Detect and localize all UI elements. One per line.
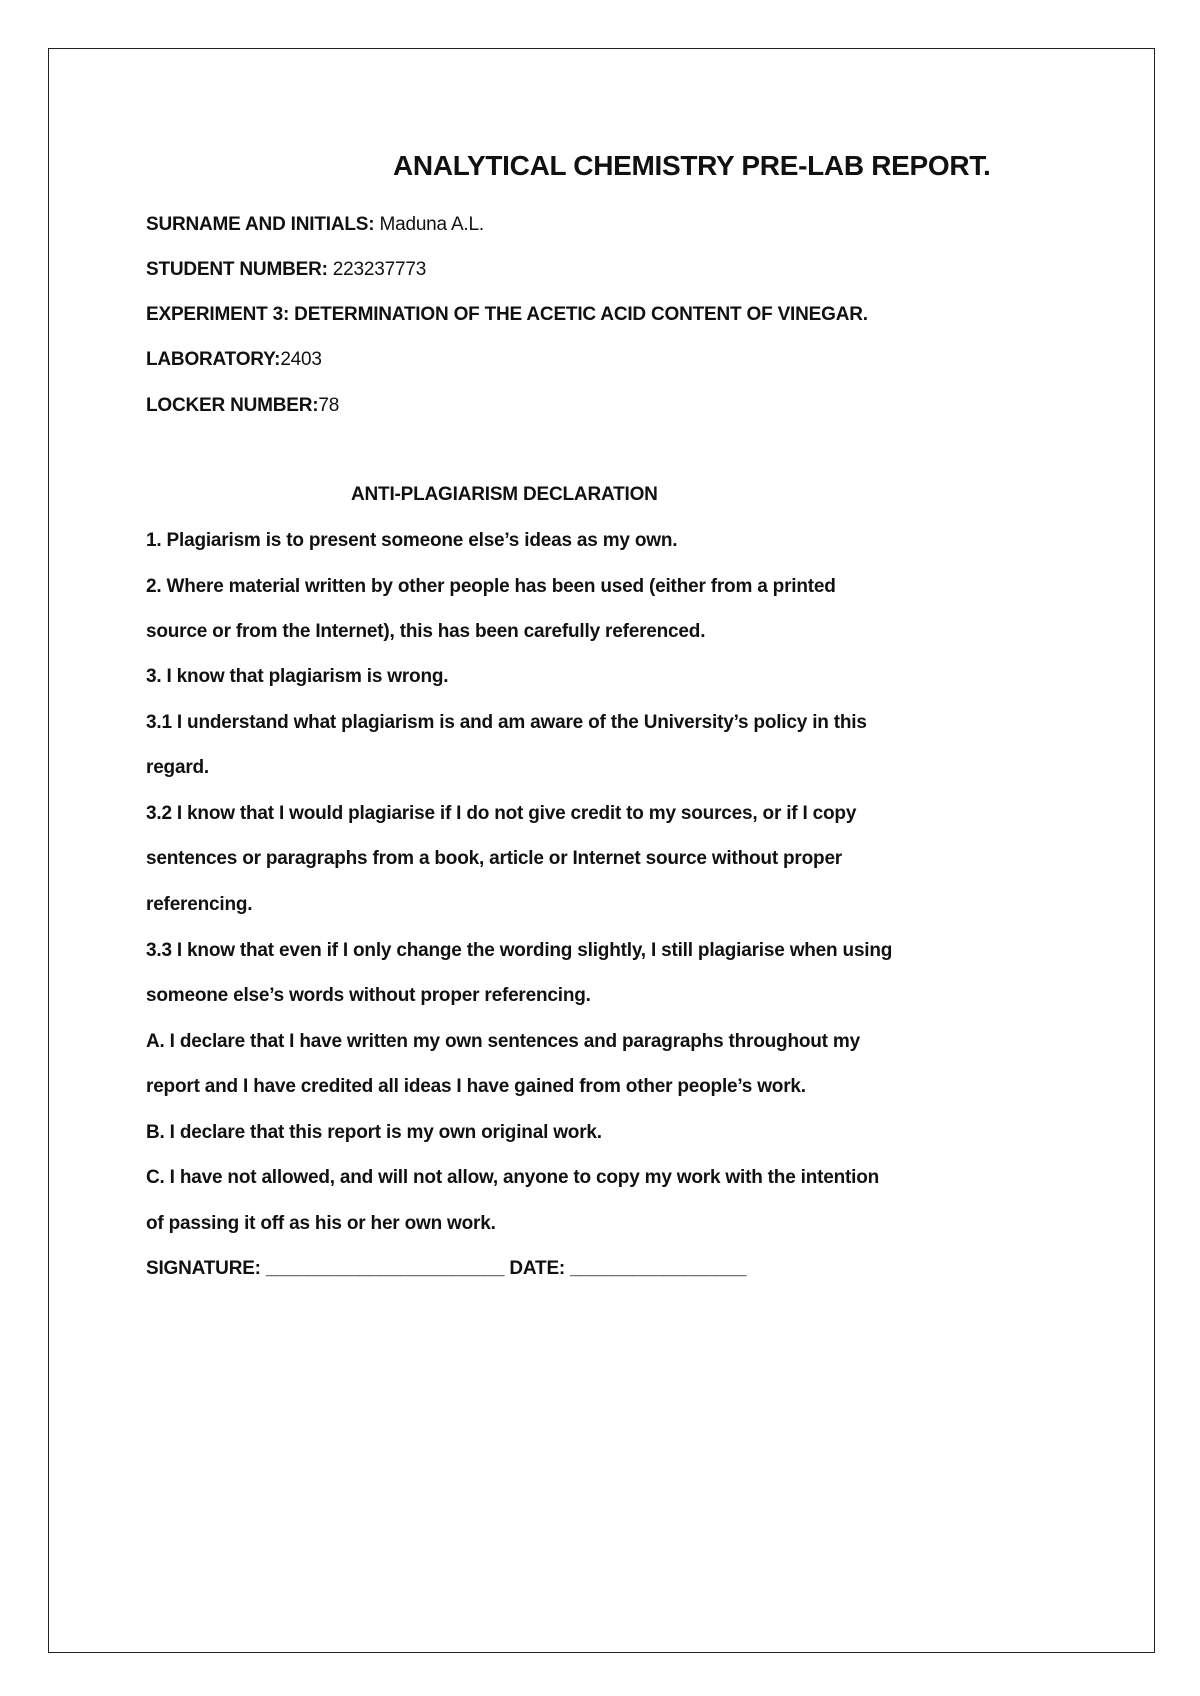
student-number-field [146,259,426,281]
laboratory-value: 2403 [280,349,322,370]
declaration-line: 3.1 I understand what plagiarism is and am aware of the University’s policy in this [146,712,867,733]
signature-date-line: SIGNATURE: _______________________ DATE: _________________ [146,1258,747,1279]
declaration-line: someone else’s words without proper referencing. [146,985,591,1006]
laboratory-label: LABORATORY: [146,349,281,370]
student-number-value: 223237773 [332,259,427,280]
surname-label: SURNAME AND INITIALS: [146,214,380,235]
declaration-heading: ANTI-PLAGIARISM DECLARATION [351,484,658,505]
locker-label: LOCKER NUMBER: [146,395,319,416]
surname-value: Maduna A.L. [379,214,484,235]
student-number-label: STUDENT NUMBER: [146,259,333,280]
declaration-line: of passing it off as his or her own work. [146,1213,496,1234]
declaration-line: sentences or paragraphs from a book, article or Internet source without proper [146,848,843,869]
declaration-line: C. I have not allowed, and will not allow, anyone to copy my work with the intention [146,1167,880,1188]
declaration-line: referencing. [146,894,253,915]
declaration-line: 3.3 I know that even if I only change the wording slightly, I still plagiarise when using [146,940,893,961]
declaration-line: 3.2 I know that I would plagiarise if I do not give credit to my sources, or if I copy [146,803,857,824]
declaration-line: 2. Where material written by other people has been used (either from a printed [146,576,836,597]
laboratory-field [146,349,322,371]
surname-field [146,214,484,236]
locker-value: 78 [318,395,340,416]
declaration-line: source or from the Internet), this has been carefully referenced. [146,621,706,642]
declaration-line: 1. Plagiarism is to present someone else’s ideas as my own. [146,530,678,551]
declaration-line: 3. I know that plagiarism is wrong. [146,666,449,687]
declaration-line: report and I have credited all ideas I have gained from other people’s work. [146,1076,806,1097]
declaration-line: B. I declare that this report is my own original work. [146,1122,602,1143]
declaration-line: regard. [146,757,210,778]
report-title: ANALYTICAL CHEMISTRY PRE-LAB REPORT. [393,150,991,181]
locker-field [146,395,339,417]
experiment-title: EXPERIMENT 3: DETERMINATION OF THE ACETIC ACID CONTENT OF VINEGAR. [146,304,868,325]
declaration-line: A. I declare that I have written my own sentences and paragraphs throughout my [146,1031,860,1052]
